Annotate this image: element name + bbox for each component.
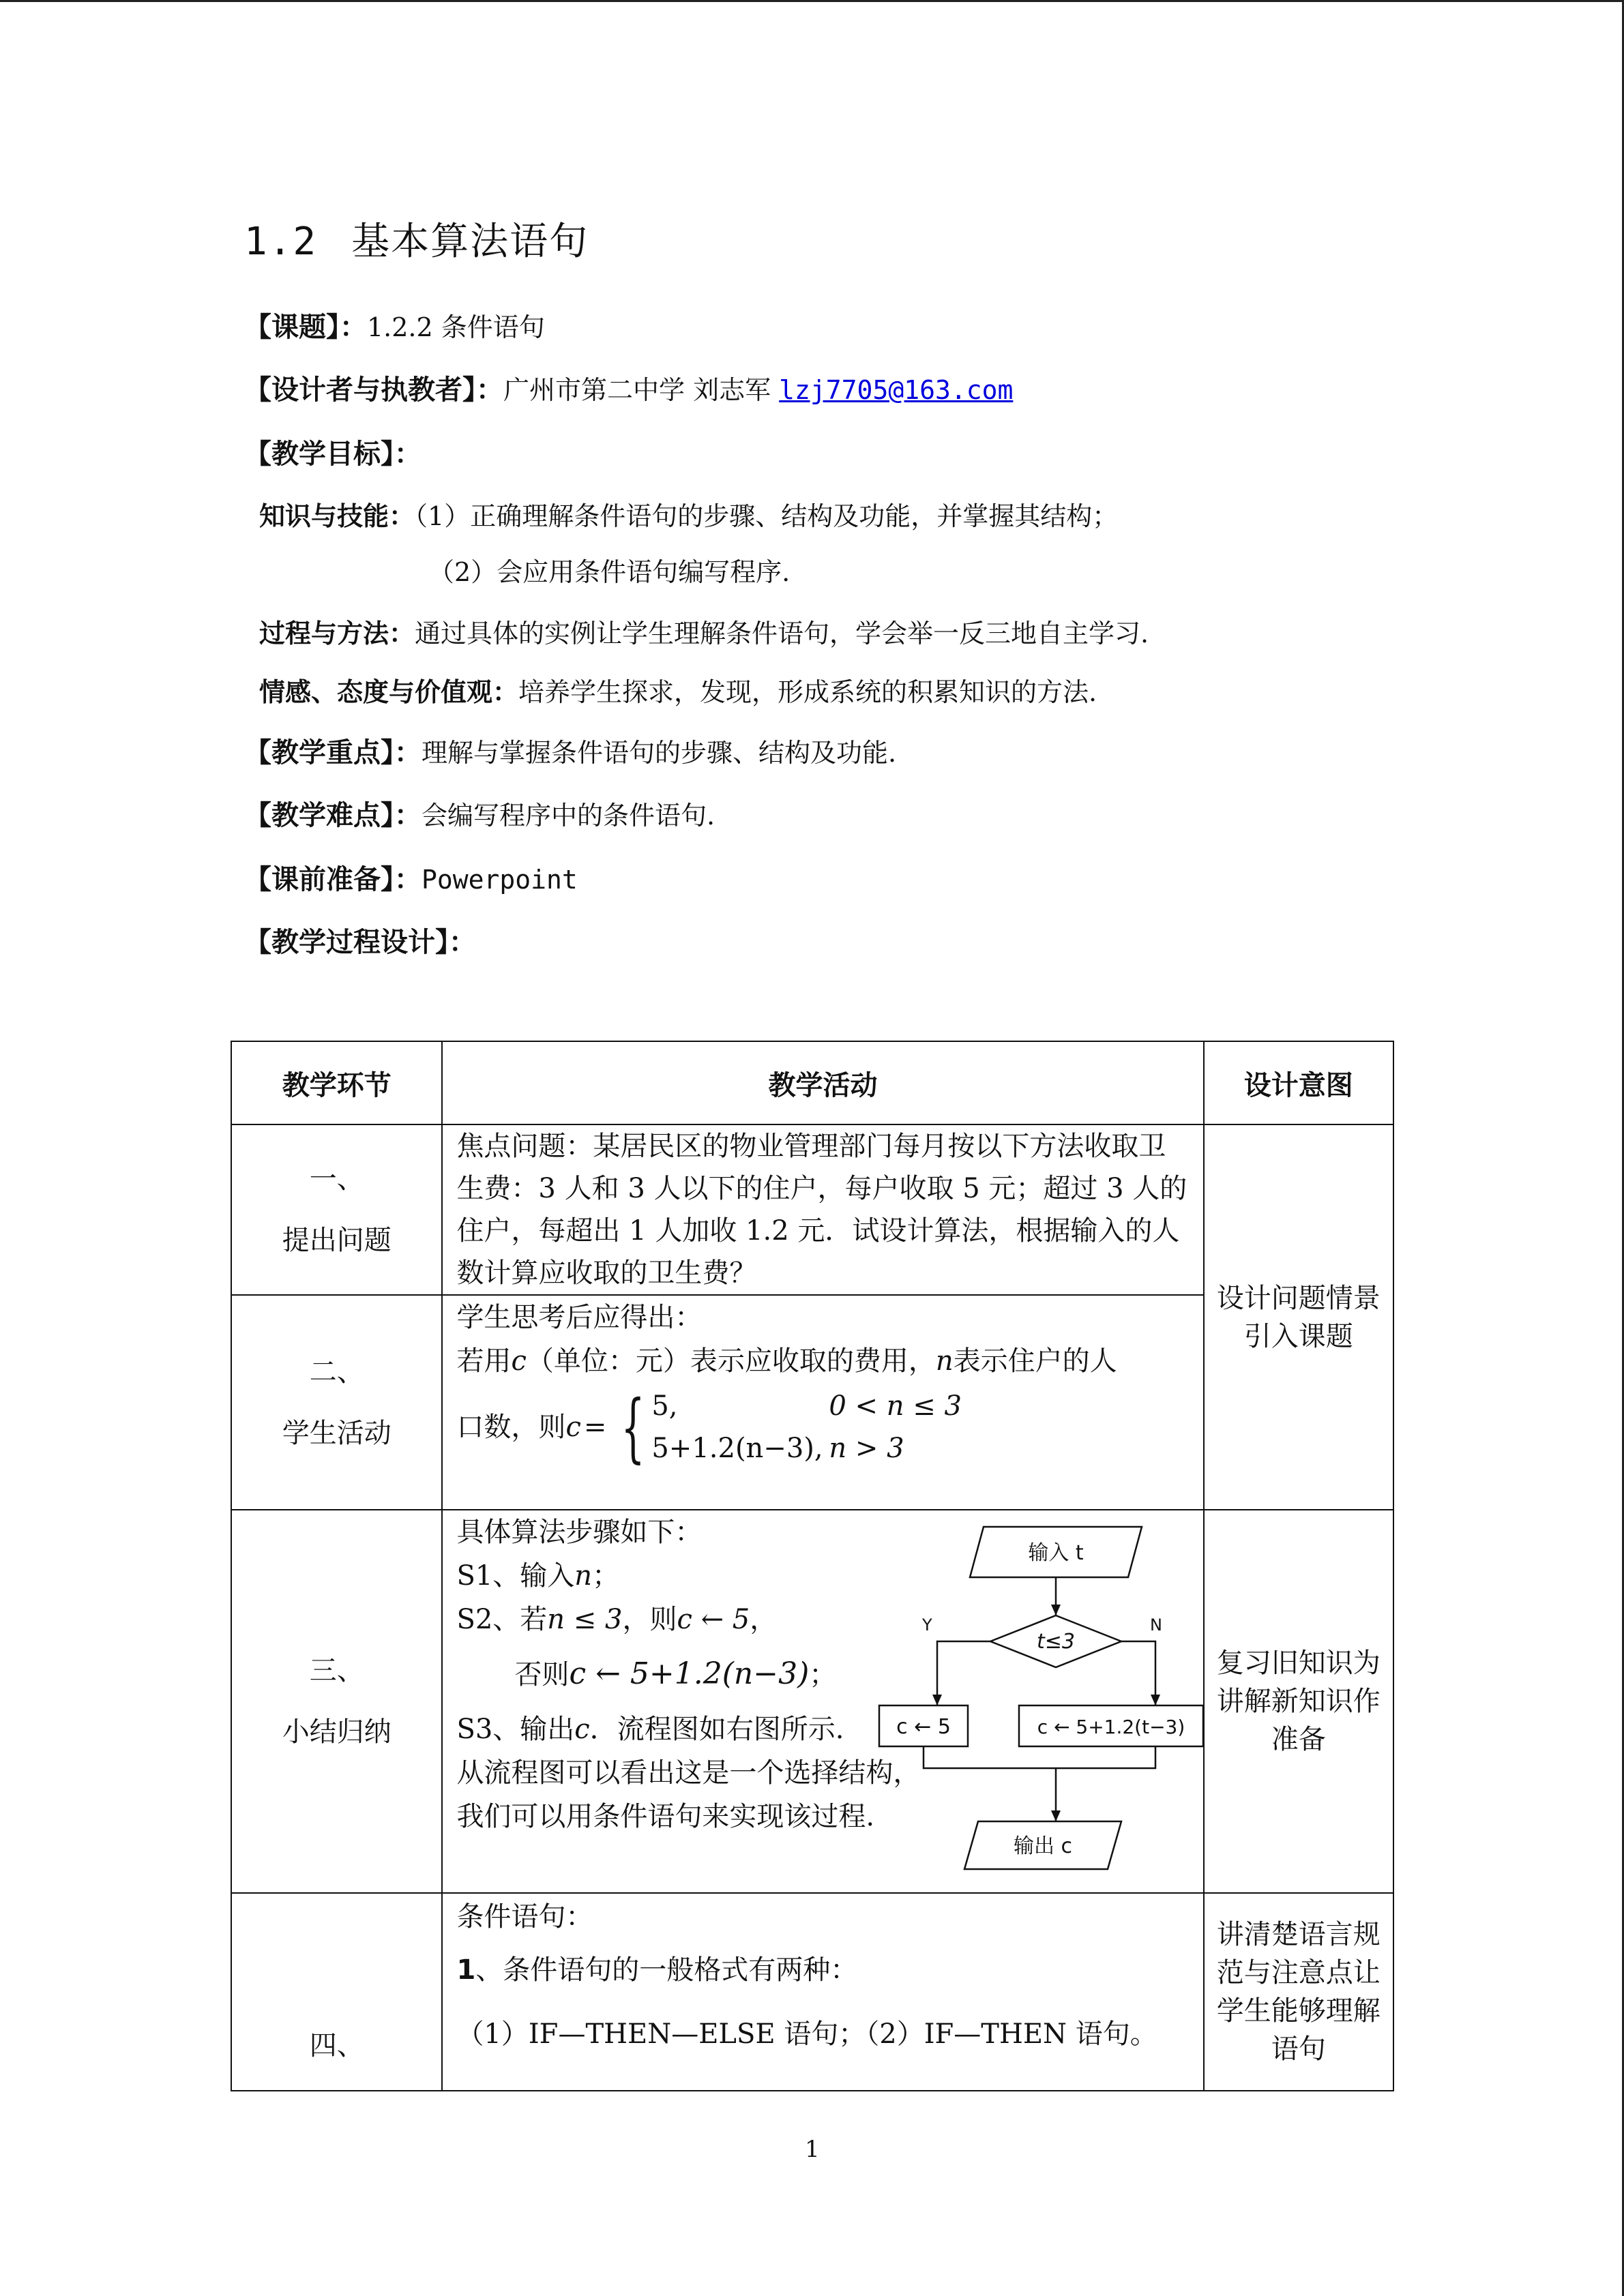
- stage-number: 一、: [309, 1163, 364, 1195]
- text-fragment: 1: [456, 1954, 476, 1986]
- statement-formats: [456, 1940, 1189, 2000]
- process-label: 过程与方法：: [259, 618, 415, 648]
- designer-line: [244, 368, 1013, 407]
- difficult-value: 会编写程序中的条件语句.: [422, 801, 715, 831]
- stage-name: 提出问题: [282, 1225, 392, 1256]
- key-line: [244, 731, 896, 770]
- step-s2-else: [456, 1641, 920, 1708]
- step-s3: [456, 1708, 920, 1751]
- var-c: c: [565, 1412, 581, 1443]
- prep-label: 【课前准备】：: [244, 864, 422, 895]
- arrowhead-icon: [1151, 1695, 1160, 1705]
- prep-value: Powerpoint: [422, 865, 578, 895]
- design-label: 【教学过程设计】：: [244, 927, 476, 958]
- topic-value: 1.2.2 条件语句: [367, 312, 545, 342]
- table-row: [231, 1893, 1393, 2091]
- text-fragment: 若用: [456, 1345, 512, 1377]
- table-header-row: [231, 1041, 1393, 1124]
- table-row: [231, 1124, 1393, 1295]
- step-note-2: 我们可以用条件语句来实现该过程.: [456, 1801, 875, 1832]
- text-fragment: 表示住户的人: [953, 1345, 1117, 1377]
- designer-value: 广州市第二中学 刘志军: [503, 375, 780, 405]
- skill-line-1: [259, 495, 1118, 533]
- activity-text: 焦点问题：某居民区的物业管理部门每月按以下方法收取卫生费：3 人和 3 人以下的住户，每户收取 5 元；超过 3 人的住户，每超出 1 人加收 1.2 元．试设计算法，根据输入的人数计算应收取的卫生费？: [456, 1131, 1187, 1289]
- text-fragment: S3、输出: [456, 1714, 575, 1745]
- stage-cell-3: [231, 1510, 442, 1893]
- stage-name: 学生活动: [282, 1417, 392, 1449]
- emotion-label: 情感、态度与价值观：: [259, 677, 519, 707]
- var-c: c: [574, 1714, 590, 1745]
- cases: [651, 1385, 992, 1470]
- design-line: [244, 921, 476, 959]
- key-value: 理解与掌握条件语句的步骤、结构及功能.: [422, 738, 897, 768]
- topic-label: 【课题】：: [244, 312, 367, 343]
- step-s1: [456, 1554, 920, 1598]
- topic-line: [244, 305, 545, 344]
- case-expr: 5,: [651, 1390, 678, 1422]
- skill-label: 知识与技能：: [259, 501, 415, 531]
- flow-merge: [924, 1746, 1155, 1768]
- email-link[interactable]: lzj7705@163.com: [779, 375, 1014, 405]
- skill-item-2: （2）会应用条件语句编写程序.: [428, 557, 791, 587]
- assign: c ← 5+1.2(n−3): [569, 1656, 810, 1691]
- var-c: c: [511, 1345, 527, 1377]
- page-number: 1: [805, 2136, 820, 2163]
- process-line: [259, 612, 1149, 650]
- semicolon: ；: [592, 1560, 620, 1592]
- emotion-line: [259, 671, 1097, 709]
- comma: ，: [750, 1604, 778, 1635]
- case-expr: 5+1.2(n−3),: [651, 1433, 823, 1464]
- intent-cell-1: [1204, 1124, 1393, 1510]
- difficult-label: 【教学难点】：: [244, 800, 422, 831]
- step-s2: [456, 1598, 920, 1641]
- statement-title: 条件语句：: [456, 1901, 593, 1933]
- section-number: 1.2: [244, 220, 318, 264]
- activity-cell-1: [442, 1124, 1203, 1295]
- designer-label: 【设计者与执教者】：: [244, 374, 503, 406]
- key-label: 【教学重点】：: [244, 737, 422, 769]
- section-heading: 基本算法语句: [351, 220, 589, 264]
- step-note-1: 从流程图可以看出这是一个选择结构，: [456, 1757, 921, 1789]
- algorithm-steps: [456, 1510, 920, 1838]
- header-intent: 设计意图: [1204, 1041, 1393, 1124]
- case-cond: 0 < n ≤ 3: [829, 1390, 962, 1422]
- step-intro: 具体算法步骤如下：: [456, 1517, 703, 1548]
- flow-arrow-yes: [937, 1641, 990, 1705]
- brace-icon: {: [621, 1384, 645, 1471]
- flow-right-label: c ← 5+1.2(t−3): [1037, 1716, 1185, 1738]
- header-stage: 教学环节: [231, 1041, 442, 1124]
- text-fragment: 口数，则: [456, 1412, 566, 1443]
- assign: c ← 5: [677, 1604, 750, 1635]
- intent-cell-4: [1204, 1893, 1393, 2091]
- statement-types: （1）IF—THEN—ELSE 语句；（2）IF—THEN 语句。: [456, 2018, 1157, 2050]
- text-fragment: ，则: [622, 1604, 677, 1635]
- emotion-value: 培养学生探求，发现，形成系统的积累知识的方法.: [518, 677, 1097, 707]
- process-value: 通过具体的实例让学生理解条件语句，学会举一反三地自主学习.: [415, 618, 1149, 648]
- stage-number: 二、: [309, 1356, 364, 1388]
- stage-cell-1: [231, 1124, 442, 1295]
- stage-number: 四、: [309, 2030, 364, 2061]
- page-top-border: [0, 0, 1624, 2]
- stage-number: 三、: [309, 1655, 364, 1686]
- text-fragment: S1、输入: [456, 1560, 575, 1592]
- activity-cell-2: [442, 1295, 1203, 1510]
- var-n: n: [574, 1560, 593, 1592]
- header-activity: 教学活动: [442, 1041, 1203, 1124]
- section-title: [244, 211, 589, 266]
- flow-yes-label: Y: [922, 1615, 933, 1635]
- goals-label: 【教学目标】：: [244, 438, 422, 470]
- semicolon: ；: [809, 1659, 837, 1690]
- activity-cell-3: [442, 1510, 1203, 1893]
- student-line-2: [456, 1339, 1189, 1383]
- text-fragment: （单位：元）表示应收取的费用，: [526, 1345, 936, 1377]
- text-fragment: 否则: [514, 1659, 570, 1690]
- intent-cell-3: [1204, 1510, 1393, 1893]
- arrowhead-icon: [1051, 1810, 1061, 1821]
- case-cond: n > 3: [829, 1433, 904, 1464]
- student-line-1: 学生思考后应得出：: [456, 1302, 703, 1333]
- var-n: n: [935, 1345, 954, 1377]
- skill-line-2: [428, 551, 790, 588]
- flow-left-label: c ← 5: [896, 1715, 951, 1739]
- flow-input-label: 输入 t: [1028, 1541, 1084, 1565]
- flow-no-label: N: [1150, 1615, 1163, 1635]
- difficult-line: [244, 794, 715, 833]
- prep-line: [244, 858, 578, 897]
- text-fragment: ．流程图如右图所示.: [589, 1714, 844, 1745]
- arrowhead-icon: [932, 1695, 942, 1705]
- equals-sign: =: [583, 1412, 607, 1443]
- stage-name: 小结归纳: [282, 1716, 392, 1748]
- stage-cell-4: [231, 1893, 442, 2091]
- intent-text: 讲清楚语言规范与注意点让学生能够理解语句: [1216, 1919, 1381, 2065]
- cond: n ≤ 3: [547, 1604, 623, 1635]
- arrowhead-icon: [1051, 1605, 1061, 1615]
- flow-decision-label: t≤3: [1037, 1630, 1076, 1654]
- intent-text: 复习旧知识为讲解新知识作准备: [1216, 1648, 1381, 1755]
- stage-cell-2: [231, 1295, 442, 1510]
- skill-item-1: （1）正确理解条件语句的步骤、结构及功能，并掌握其结构；: [415, 501, 1119, 531]
- text-fragment: S2、若: [456, 1604, 548, 1635]
- goals-line: [244, 432, 422, 471]
- lesson-table: [231, 1041, 1394, 2091]
- flow-output-label: 输出 c: [1014, 1834, 1073, 1858]
- text-fragment: 、条件语句的一般格式有两种：: [475, 1954, 858, 1986]
- flow-arrow-no: [1121, 1641, 1155, 1705]
- piecewise-formula: [456, 1383, 1189, 1472]
- algorithm-block: [456, 1510, 1189, 1892]
- intent-text: 设计问题情景引入课题: [1216, 1282, 1381, 1352]
- activity-cell-4: [442, 1893, 1203, 2091]
- flowchart: [896, 1521, 1203, 1890]
- table-row: [231, 1510, 1393, 1893]
